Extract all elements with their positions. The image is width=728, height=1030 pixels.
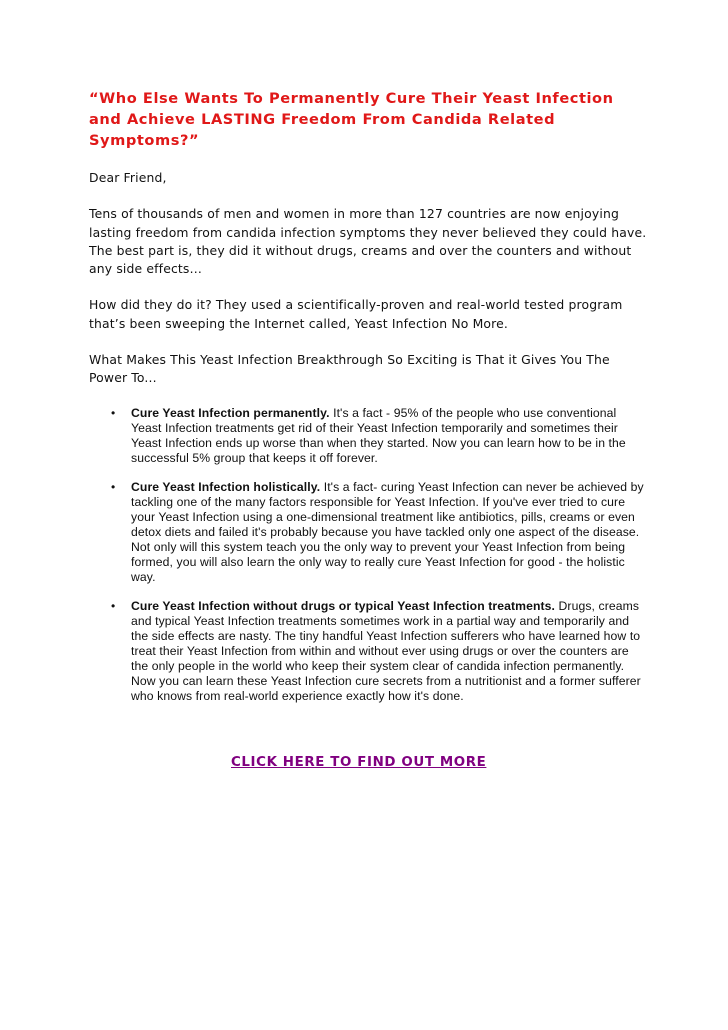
headline: “Who Else Wants To Permanently Cure Their Yeast Infection and Achieve LASTING Freedom From Candida Related Symptoms?” [89, 90, 614, 149]
benefit-text: It's a fact - 95% of the people who use conventional Yeast Infection treatments get rid of their Yeast Infection temporarily and sometimes their Yeast Infection ends up worse than when they started. Now you can learn how to be in the successful 5% group that keeps it off forever. [131, 405, 626, 465]
intro-paragraph: Tens of thousands of men and women in more than 127 countries are now enjoying lasting freedom from candida infection symptoms they never believed they could have. The best part is, they did it without drugs, creams and over the counters and without any side effects… [89, 206, 647, 277]
benefit-text: It's a fact- curing Yeast Infection can never be achieved by tackling one of the many factors responsible for Yeast Infection. If you've ever tried to cure your Yeast Infection using a one-dimensional treatment like antibiotics, pills, creams or even detox diets and failed it's probably because you have tackled only one aspect of the disease. Not only will this system teach you the only way to prevent your Yeast Infection from being formed, you will also learn the only way to really cure Yeast Infection for good - the holistic way. [131, 479, 644, 584]
find-out-more-link[interactable]: CLICK HERE TO FIND OUT MORE [231, 755, 487, 770]
list-item [89, 406, 649, 466]
list-item [89, 599, 649, 704]
benefits-list [89, 406, 649, 704]
list-item [89, 480, 649, 585]
method-paragraph: How did they do it? They used a scientifically-proven and real-world tested program that’s been sweeping the Internet called, Yeast Infection No More. [89, 297, 623, 331]
bullet-icon: • [111, 479, 116, 494]
document-body [89, 88, 649, 770]
bullet-icon: • [111, 405, 116, 420]
power-paragraph: What Makes This Yeast Infection Breakthrough So Exciting is That it Gives You The Power To... [89, 352, 610, 386]
bullet-icon: • [111, 598, 116, 613]
benefit-title: Cure Yeast Infection without drugs or typical Yeast Infection treatments. [131, 598, 556, 613]
benefit-title: Cure Yeast Infection holistically. [131, 479, 321, 494]
greeting: Dear Friend, [89, 170, 167, 185]
cta-container [89, 751, 649, 770]
benefit-text: Drugs, creams and typical Yeast Infection treatments sometimes work in a partial way and temporarily and the side effects are nasty. The tiny handful Yeast Infection sufferers who have learned how to treat their Yeast Infection from within and without ever using drugs or over the counters are the only people in the world who keep their system clear of candida infection permanently. Now you can learn these Yeast Infection cure secrets from a nutritionist and a former sufferer who knows from real-world experience exactly how it's done. [131, 598, 641, 703]
benefit-title: Cure Yeast Infection permanently. [131, 405, 330, 420]
